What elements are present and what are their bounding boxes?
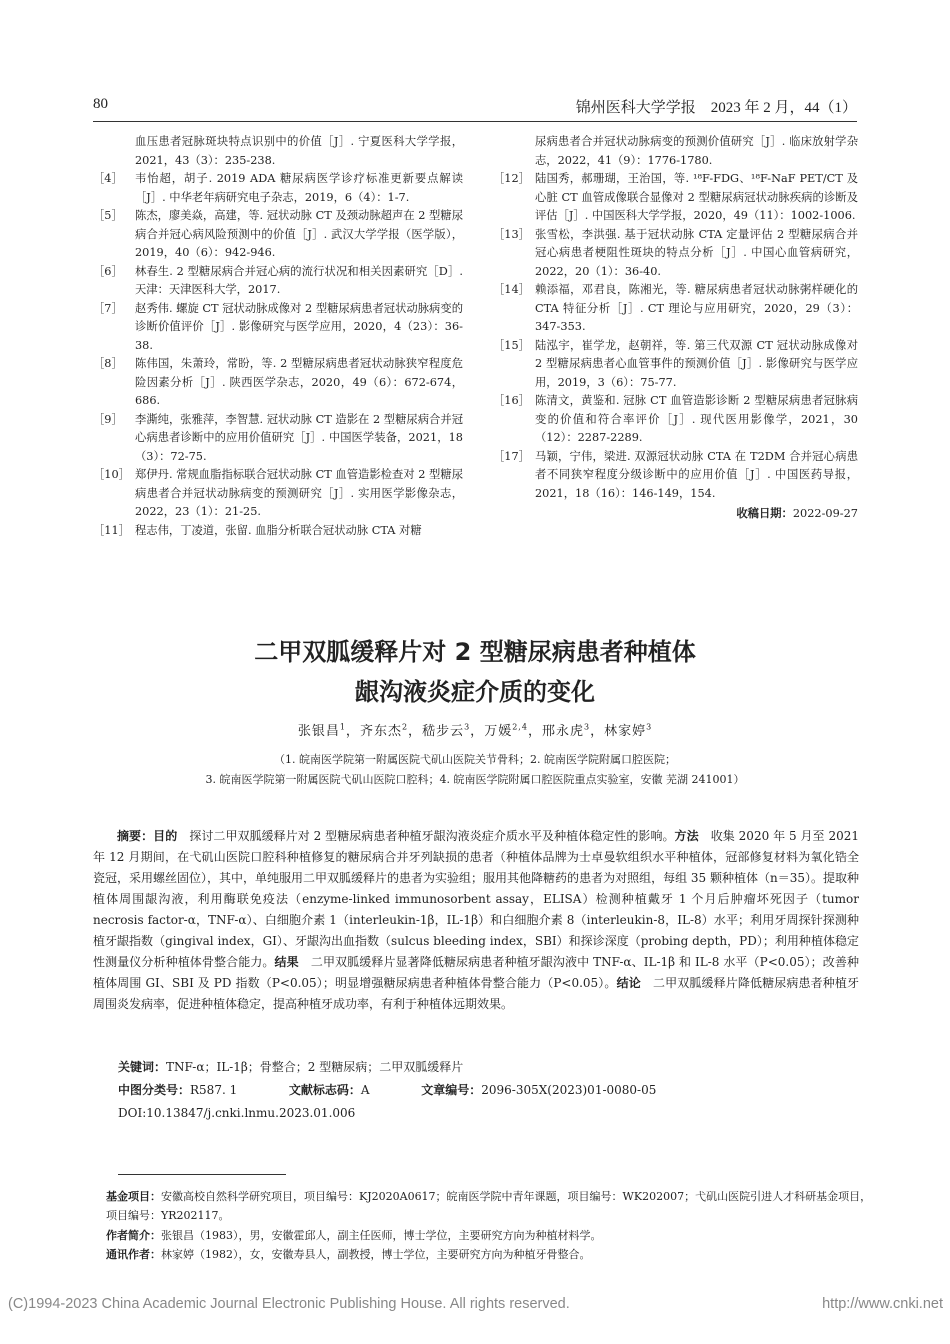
author-name: 邢永虎 xyxy=(541,724,584,739)
reference-text: 韦怡超，胡子. 2019 ADA 糖尿病医学诊疗标准更新要点解读［J］. 中华老年病研究电子杂志，2019，6（4）：1-7. xyxy=(135,172,463,204)
reference-item xyxy=(493,226,858,282)
reference-item xyxy=(93,207,463,263)
reference-text: 马颖，宁伟，梁进. 双源冠状动脉 CTA 在 T2DM 合并冠心病患者不同狭窄程度分级诊断中的应用价值［J］. 中国医药导报，2021，18（16）：146-149，154. xyxy=(535,449,858,500)
reference-item xyxy=(493,133,858,170)
reference-item xyxy=(93,411,463,467)
reference-text: 陈清文，黄鉴和. 冠脉 CT 血管造影诊断 2 型糖尿病患者冠脉病变的价值和符合率评价［J］. 现代医用影像学，2021，30（12）：2287-2289. xyxy=(535,394,858,444)
conclusion-text: 二甲双胍缓释片降低糖尿病患者种植牙周围炎发病率，促进种植体稳定，提高种植牙成功率，有利于种植体远期效果。 xyxy=(93,976,859,1011)
reference-number: ［16］ xyxy=(493,394,530,407)
reference-number: ［9］ xyxy=(93,412,123,426)
journal-info: 锦州医科大学学报 2023 年 2 月，44（1） xyxy=(575,100,857,116)
reference-item xyxy=(493,448,858,504)
affiliation-line-1: （1. 皖南医学院第一附属医院弋矶山医院关节骨科；2. 皖南医学院附属口腔医院； xyxy=(274,753,676,766)
reference-text: 李澌纯，张雅萍，李智慧. 冠状动脉 CT 造影在 2 型糖尿病合并冠心病患者诊断中的应用价值研究［J］. 中国医学装备，2021，18（3）：72-75. xyxy=(135,412,463,463)
reference-text: 赖添福，邓君良，陈湘光，等. 糖尿病患者冠状动脉粥样硬化的 CTA 特征分析［J］. CT 理论与应用研究，2020，29（3）：347-353. xyxy=(535,283,858,333)
author-affiliation-mark: 2,4 xyxy=(512,722,528,732)
reference-text: 陆泓宇，崔学龙，赵朝祥，等. 第三代双源 CT 冠状动脉成像对 2 型糖尿病患者心血管事件的预测价值［J］. 影像研究与医学应用，2019，3（6）：75-77. xyxy=(535,338,858,389)
title-line-1: 二甲双胍缓释片对 2 型糖尿病患者种植体 xyxy=(254,638,696,666)
title-line-2: 龈沟液炎症介质的变化 xyxy=(355,678,595,706)
reference-text: 血压患者冠脉斑块特点识别中的价值［J］. 宁夏医科大学学报，2021，43（3）：235-238. xyxy=(135,135,463,167)
received-date xyxy=(493,505,858,524)
corresponding-value: 林家婷（1982），女，安徽寿县人，副教授，博士学位，主要研究方向为种植牙骨整合。 xyxy=(161,1248,591,1261)
author-list: 张银昌$^1$，齐东杰$^2$，嵇步云$^3$，万媛$^{2,4}$，邢永虎$^3$，林家婷$^3$ xyxy=(297,722,653,739)
reference-number: ［11］ xyxy=(93,523,130,537)
reference-text: 赵秀伟. 螺旋 CT 冠状动脉成像对 2 型糖尿病患者冠状动脉病变的诊断价值评价［J］. 影像研究与医学应用，2020，4（23）：36-38. xyxy=(135,301,463,352)
keywords xyxy=(118,1057,463,1077)
reference-number: ［4］ xyxy=(93,172,123,185)
doi: DOI:10.13847/j.cnki.lnmu.2023.01.006 xyxy=(118,1106,356,1120)
methods-text: 收集 2020 年 5 月至 2021 年 12 月期间，在弋矶山医院口腔科种植修复的糖尿病合并牙列缺损的患者（种植体品牌为士卓曼软组织水平种植体，冠部修复材料为氧化锆全瓷冠，采用螺丝固位），其中，单纯服用二甲双胍缓释片的患者为实验组；服用其他降糖药的患者为对照组，每组 35 颗种植体（n＝35）。提取种植体周围龈沟液，利用酶联免疫法（enzyme-linked immunosorbent assay，ELISA）检测种植戴牙 1 个月后肿瘤坏死因子（tumor necrosis factor-α，TNF-α）、白细胞介素 1（interleukin-1β，IL-1β）和白细胞介素 8（interleukin-8，IL-8）水平；利用牙周探针探测种植牙龈指数（gingival index，GI）、牙龈沟出血指数（sulcus bleeding index，SBI）和探诊深度（probing depth，PD）；利用种植体稳定性测量仪分析种植体骨整合能力。 xyxy=(93,829,859,969)
fund-value: 安徽高校自然科学研究项目，项目编号：KJ2020A0617；皖南医学院中青年课题，项目编号：WK202007；弋矶山医院引进人才科研基金项目，项目编号：YR202117。 xyxy=(106,1190,872,1222)
page-number: 80 xyxy=(93,96,108,112)
article-number-label: 文章编号： xyxy=(421,1083,482,1097)
reference-text: 尿病患者合并冠状动脉病变的预测价值研究［J］. 临床放射学杂志，2022，41（9）：1776-1780. xyxy=(535,135,858,167)
references-left-column xyxy=(93,133,463,540)
reference-text: 陆国秀，郝珊瑚，王治国，等. ¹⁸F-FDG、¹⁸F-NaF PET/CT 及心脏 CT 血管成像联合显像对 2 型糖尿病冠状动脉疾病的诊断及评估［J］. 中国医科大学学报，2020，49（11）：1002-1006. xyxy=(535,172,858,222)
reference-number: ［14］ xyxy=(493,283,530,296)
cnki-link[interactable]: http://www.cnki.net xyxy=(822,1296,943,1312)
author-name: 齐东杰 xyxy=(359,724,402,739)
results-label: 结果 xyxy=(274,955,299,969)
reference-item xyxy=(493,281,858,337)
reference-item xyxy=(93,466,463,522)
abstract-label: 摘要： xyxy=(117,829,154,843)
author-name: 林家婷 xyxy=(604,724,647,739)
reference-number: ［17］ xyxy=(493,449,530,463)
fund-label: 基金项目： xyxy=(106,1190,161,1203)
affiliation-line-2: 3. 皖南医学院第一附属医院弋矶山医院口腔科；4. 皖南医学院附属口腔医院重点实验室，安徽 芜湖 241001） xyxy=(205,773,745,786)
author-affiliation-mark: 3 xyxy=(646,722,653,732)
conclusion-label: 结论 xyxy=(616,976,641,990)
fund-footnote xyxy=(106,1187,876,1225)
references-right-column xyxy=(493,133,858,524)
purpose-text: 探讨二甲双胍缓释片对 2 型糖尿病患者种植牙龈沟液炎症介质水平及种植体稳定性的影响。 xyxy=(189,829,675,843)
author-name: 嵇步云 xyxy=(422,724,465,739)
author-name: 万媛 xyxy=(484,724,513,739)
reference-number: ［12］ xyxy=(493,172,530,185)
running-header xyxy=(93,96,857,120)
author-affiliation-mark: 3 xyxy=(464,722,471,732)
reference-item xyxy=(93,133,463,170)
methods-label: 方法 xyxy=(674,829,699,843)
reference-number: ［8］ xyxy=(93,357,123,370)
article-title xyxy=(0,632,950,712)
reference-number: ［5］ xyxy=(93,209,123,222)
author-name: 张银昌 xyxy=(297,724,340,739)
doc-code-label: 文献标志码： xyxy=(288,1083,361,1097)
purpose-label: 目的 xyxy=(153,829,178,843)
corresponding-label: 通讯作者： xyxy=(106,1248,161,1261)
reference-item xyxy=(93,170,463,207)
reference-item xyxy=(93,263,463,300)
reference-item xyxy=(493,170,858,226)
author-affiliation-mark: 1 xyxy=(339,722,346,732)
copyright-bar xyxy=(8,1296,943,1312)
reference-item xyxy=(93,522,463,541)
author-bio-footnote xyxy=(106,1226,876,1245)
reference-number: ［7］ xyxy=(93,301,123,315)
affiliations xyxy=(0,750,950,790)
reference-item xyxy=(93,355,463,411)
clc-label: 中图分类号： xyxy=(118,1083,191,1097)
reference-item xyxy=(493,337,858,393)
header-rule xyxy=(93,121,857,122)
keywords-label: 关键词： xyxy=(118,1060,167,1074)
clc-value: R587. 1 xyxy=(190,1083,238,1097)
article-number-value: 2096-305X(2023)01-0080-05 xyxy=(481,1083,657,1097)
copyright-text: (C)1994-2023 China Academic Journal Electronic Publishing House. All rights reserved. xyxy=(8,1296,570,1312)
doc-code-value: A xyxy=(360,1083,370,1097)
reference-item xyxy=(93,300,463,356)
reference-number: ［10］ xyxy=(93,468,130,481)
reference-number: ［13］ xyxy=(493,227,530,241)
received-value: 2022-09-27 xyxy=(792,507,858,520)
reference-item xyxy=(493,392,858,448)
author-affiliation-mark: 2 xyxy=(401,722,409,732)
reference-text: 程志伟，丁凌道，张留. 血脂分析联合冠状动脉 CTA 对糖 xyxy=(135,523,422,537)
reference-text: 张雪松，李洪强. 基于冠状动脉 CTA 定量评估 2 型糖尿病合并冠心病患者梗阻性斑块的特点分析［J］. 中国心血管病研究，2022，20（1）：36-40. xyxy=(535,227,858,278)
reference-number: ［6］ xyxy=(93,264,123,278)
footnote-rule xyxy=(118,1174,286,1175)
classification-line xyxy=(118,1080,656,1100)
author-affiliation-mark: 3 xyxy=(583,722,591,732)
reference-number: ［15］ xyxy=(493,338,530,352)
corresponding-author-footnote xyxy=(106,1245,876,1264)
keywords-value: TNF-α；IL-1β；骨整合；2 型糖尿病；二甲双胍缓释片 xyxy=(166,1060,464,1074)
author-bio-value: 张银昌（1983），男，安徽霍邱人，副主任医师，博士学位，主要研究方向为种植材料学。 xyxy=(161,1229,602,1242)
reference-text: 郑伊丹. 常规血脂指标联合冠状动脉 CT 血管造影检查对 2 型糖尿病患者合并冠状动脉病变的预测研究［J］. 实用医学影像杂志，2022，23（1）：21-25. xyxy=(135,468,463,518)
reference-text: 陈伟国，朱萧玲，常盼，等. 2 型糖尿病患者冠状动脉狭窄程度危险因素分析［J］. 陕西医学杂志，2020，49（6）：672-674，686. xyxy=(135,357,463,407)
results-text: 二甲双胍缓释片显著降低糖尿病患者种植牙龈沟液中 TNF-α、IL-1β 和 IL-8 水平（P<0.05）；改善种植体周围 GI、SBI 及 PD 指数（P<0.05）；明显增强糖尿病患者种植体骨整合能力（P<0.05）。 xyxy=(93,955,859,990)
received-label: 收稿日期： xyxy=(736,507,793,520)
abstract xyxy=(93,826,859,1015)
reference-text: 林春生. 2 型糖尿病合并冠心病的流行状况和相关因素研究［D］. 天津：天津医科大学，2017. xyxy=(135,264,463,296)
author-bio-label: 作者简介： xyxy=(106,1229,161,1242)
reference-text: 陈杰，廖美焱，高建，等. 冠状动脉 CT 及颈动脉超声在 2 型糖尿病合并冠心病风险预测中的价值［J］. 武汉大学学报（医学版），2019，40（6）：942-946. xyxy=(135,209,463,259)
